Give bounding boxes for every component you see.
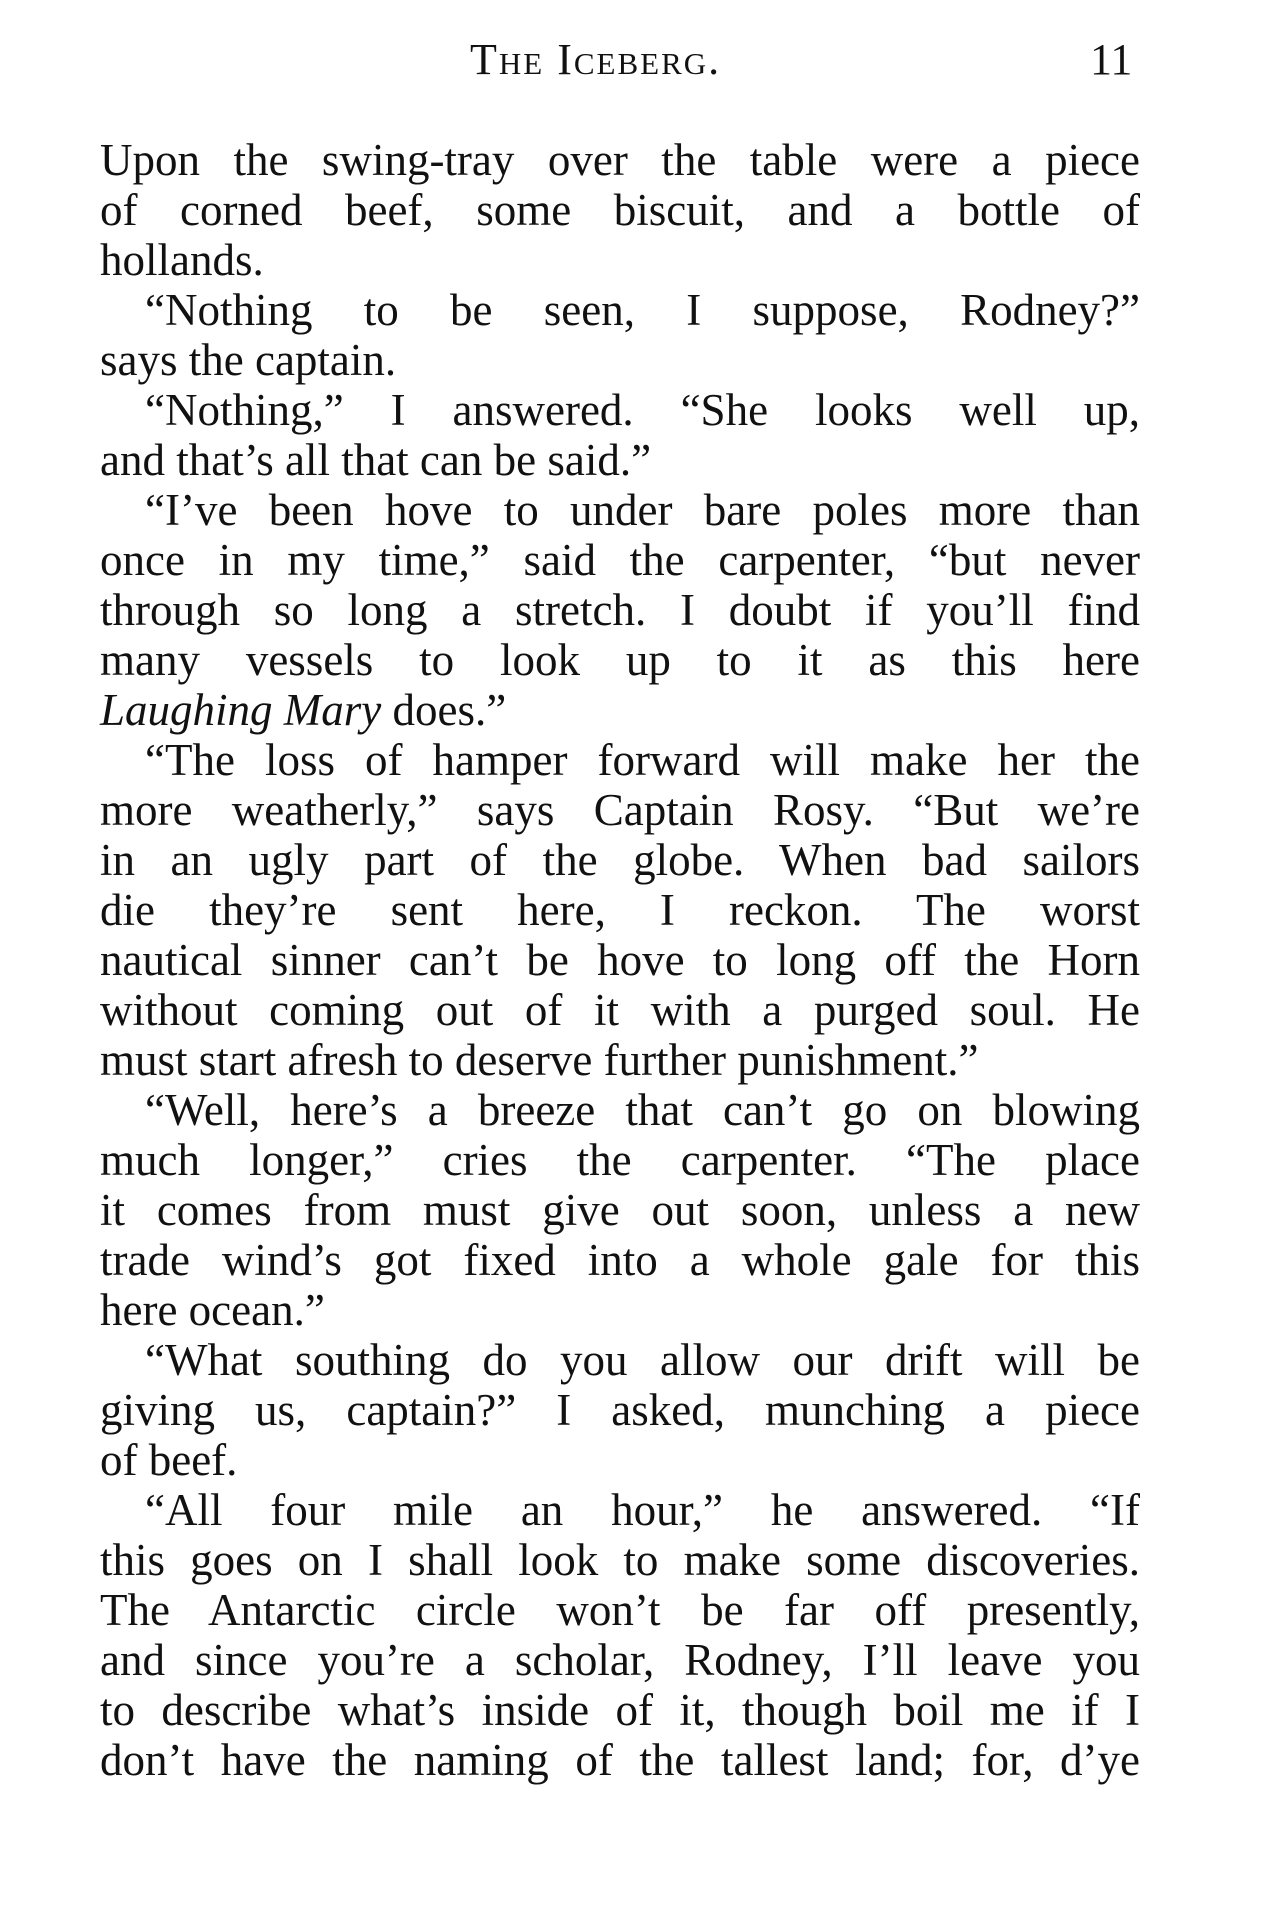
text-line: to describe what’s inside of it, though boil me if I xyxy=(100,1685,1140,1735)
text-line: of corned beef, some biscuit, and a bottle of xyxy=(100,185,1140,235)
text-line: “All four mile an hour,” he answered. “If xyxy=(145,1485,1140,1535)
text-line: and that’s all that can be said.” xyxy=(100,435,652,485)
text-line: “The loss of hamper forward will make her the xyxy=(145,735,1140,785)
text-line: don’t have the naming of the tallest land; for, d’ye xyxy=(100,1735,1140,1785)
text-line: “Nothing,” I answered. “She looks well up, xyxy=(145,385,1140,435)
text-line: this goes on I shall look to make some discoveries. xyxy=(100,1535,1140,1585)
text-line: and since you’re a scholar, Rodney, I’ll leave you xyxy=(100,1635,1140,1685)
text-line: trade wind’s got fixed into a whole gale for this xyxy=(100,1235,1140,1285)
text-line: Laughing Mary does.” xyxy=(100,685,507,735)
text-line: must start afresh to deserve further punishment.” xyxy=(100,1035,979,1085)
running-head xyxy=(0,34,1267,94)
text-line: once in my time,” said the carpenter, “but never xyxy=(100,535,1140,585)
text-line: hollands. xyxy=(100,235,264,285)
text-line: Upon the swing-tray over the table were a piece xyxy=(100,135,1140,185)
text-line: “Nothing to be seen, I suppose, Rodney?” xyxy=(145,285,1140,335)
text-line: through so long a stretch. I doubt if you’ll find xyxy=(100,585,1140,635)
text-line: The Antarctic circle won’t be far off presently, xyxy=(100,1585,1140,1635)
text-line: giving us, captain?” I asked, munching a piece xyxy=(100,1385,1140,1435)
text-line: it comes from must give out soon, unless a new xyxy=(100,1185,1140,1235)
page-number: 11 xyxy=(1090,35,1133,84)
text-line: without coming out of it with a purged soul. He xyxy=(100,985,1140,1035)
body-text xyxy=(100,135,1140,1785)
text-line: die they’re sent here, I reckon. The worst xyxy=(100,885,1140,935)
text-line: “Well, here’s a breeze that can’t go on blowing xyxy=(145,1085,1140,1135)
text-line: many vessels to look up to it as this here xyxy=(100,635,1140,685)
text-line: says the captain. xyxy=(100,335,397,385)
text-line: “I’ve been hove to under bare poles more than xyxy=(145,485,1140,535)
ship-name: Laughing Mary xyxy=(100,685,382,735)
text-line: here ocean.” xyxy=(100,1285,325,1335)
running-title: The Iceberg. xyxy=(470,35,722,84)
text-line: “What southing do you allow our drift will be xyxy=(145,1335,1140,1385)
text-line: much longer,” cries the carpenter. “The place xyxy=(100,1135,1140,1185)
text-line: more weatherly,” says Captain Rosy. “But we’re xyxy=(100,785,1140,835)
text-line: of beef. xyxy=(100,1435,238,1485)
text-line: in an ugly part of the globe. When bad sailors xyxy=(100,835,1140,885)
text-line: nautical sinner can’t be hove to long off the Horn xyxy=(100,935,1140,985)
